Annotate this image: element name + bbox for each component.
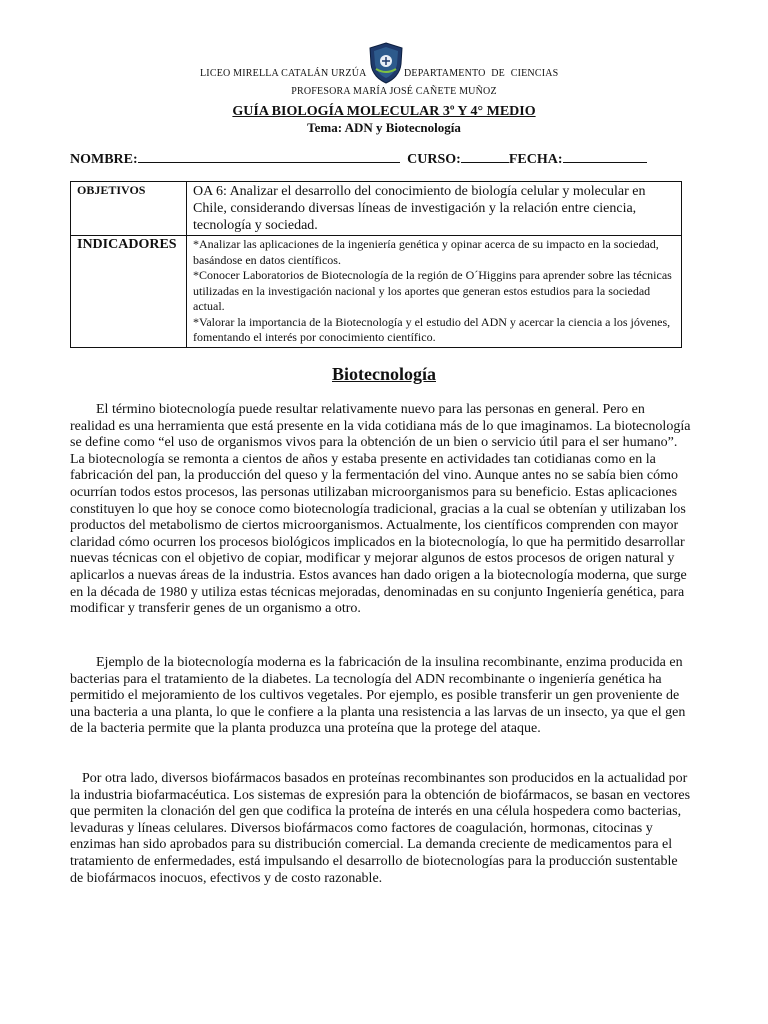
indicator-item: *Conocer Laboratorios de Biotecnología de la región de O´Higgins para aprender sobre las técnicas utilizadas en la investigación nacional y los aportes que generan estos estudios para la sociedad actual. [193, 268, 672, 313]
guide-title: GUÍA BIOLOGÍA MOLECULAR 3º Y 4° MEDIO [232, 104, 536, 119]
school-name: LICEO MIRELLA CATALÁN URZÚA [200, 68, 367, 79]
school-crest-icon [368, 42, 404, 84]
name-blank[interactable] [138, 150, 400, 163]
indicator-item: *Valorar la importancia de la Biotecnología y el estudio del ADN y acercar la ciencia a los jóvenes, fomentando el interés por conocimiento científico. [193, 314, 671, 344]
objectives-table [70, 181, 682, 348]
teacher-name: PROFESORA MARÍA JOSÉ CAÑETE MUÑOZ [291, 86, 497, 97]
indicators-label [71, 236, 187, 348]
indicators-list [187, 236, 682, 348]
paragraph-biopharma: Por otra lado, diversos biofármacos basados en proteínas recombinantes son producidos en la actualidad por la industria biofarmacéutica. Los sistemas de expresión para la obtención de biofármacos, se basan en vectores que permiten la clonación del gen que codifica la proteína de interés en una célula hospedera como bacterias, levaduras y líneas celulares. Diversos biofármacos como factores de coagulación, hormonas, citocinas y enzimas han sido aprobados para su distribución comercial. La demanda creciente de medicamentos para el tratamiento de enfermedades, está impulsando el desarrollo de biotecnologías para la producción sustentable de biofármacos inocuos, efectivos y de costo razonable. [70, 771, 691, 886]
course-label: CURSO: [407, 152, 461, 167]
paragraph-intro: El término biotecnología puede resultar relativamente nuevo para las personas en general. Pero en realidad es una herramienta que está presente en la vida cotidiana más de lo que imaginamos. La biotecnología se define como “el uso de organismos vivos para la obtención de un bien o servicio útil para el ser humano”. La biotecnología se remonta a cientos de años y estaba presente en actividades tan cotidianas como en la fabricación del pan, la producción del queso y la fermentación del vino. Aunque antes no se sabía bien cómo ocurrían todos estos procesos, las personas utilizaban microorganismos para su beneficio. Estas aplicaciones constituyen lo que hoy se conoce como biotecnología tradicional, gracias a la cual se obtenían y utilizaban los productos del metabolismo de ciertos microorganismos. Actualmente, los científicos comprenden con mayor claridad cómo ocurren los procesos biológicos implicados en la biotecnología, lo que ha permitido desarrollar nuevas técnicas con el objetivo de copiar, modificar y mejorar algunos de estos procesos de origen natural y aplicarlos a nuevas áreas de la industria. Estos avances han dado origen a la biotecnología moderna, que surge en la década de 1980 y utiliza estas técnicas mejoradas, denominadas en su conjunto Ingeniería genética, para modificar y transferir genes de un organismo a otro. [70, 402, 691, 617]
indicators-label-text: INDICADORES [77, 237, 177, 252]
date-label: FECHA: [508, 152, 563, 167]
student-fields [70, 150, 647, 168]
indicators-row [71, 236, 682, 348]
course-blank[interactable] [461, 150, 509, 163]
objective-text: OA 6: Analizar el desarrollo del conocimiento de biología celular y molecular en Chile, considerando diversas líneas de investigación y la relación entre ciencia, tecnología y sociedad. [187, 182, 682, 236]
paragraph-example: Ejemplo de la biotecnología moderna es la fabricación de la insulina recombinante, enzima producida en bacterias para el tratamiento de la diabetes. La tecnología del ADN recombinante o ingeniería genética ha permitido el mejoramiento de los cultivos vegetales. Por ejemplo, es posible transferir un gen proveniente de una bacteria a una planta, lo que le confiere a la planta una resistencia a las larvas de un insecto, ya que el gen de la bacteria permite que la planta produzca una proteína que la protege del ataque. [70, 655, 686, 737]
objectives-label: OBJETIVOS [71, 182, 187, 236]
section-title: Biotecnología [332, 364, 436, 384]
date-blank[interactable] [563, 150, 647, 163]
name-label: NOMBRE: [70, 152, 138, 167]
objectives-row [71, 182, 682, 236]
indicator-item: *Analizar las aplicaciones de la ingeniería genética y opinar acerca de su impacto en la sociedad, basándose en datos científicos. [193, 237, 659, 267]
guide-topic: Tema: ADN y Biotecnología [307, 120, 461, 135]
department-name: DEPARTAMENTO DE CIENCIAS [404, 68, 559, 79]
